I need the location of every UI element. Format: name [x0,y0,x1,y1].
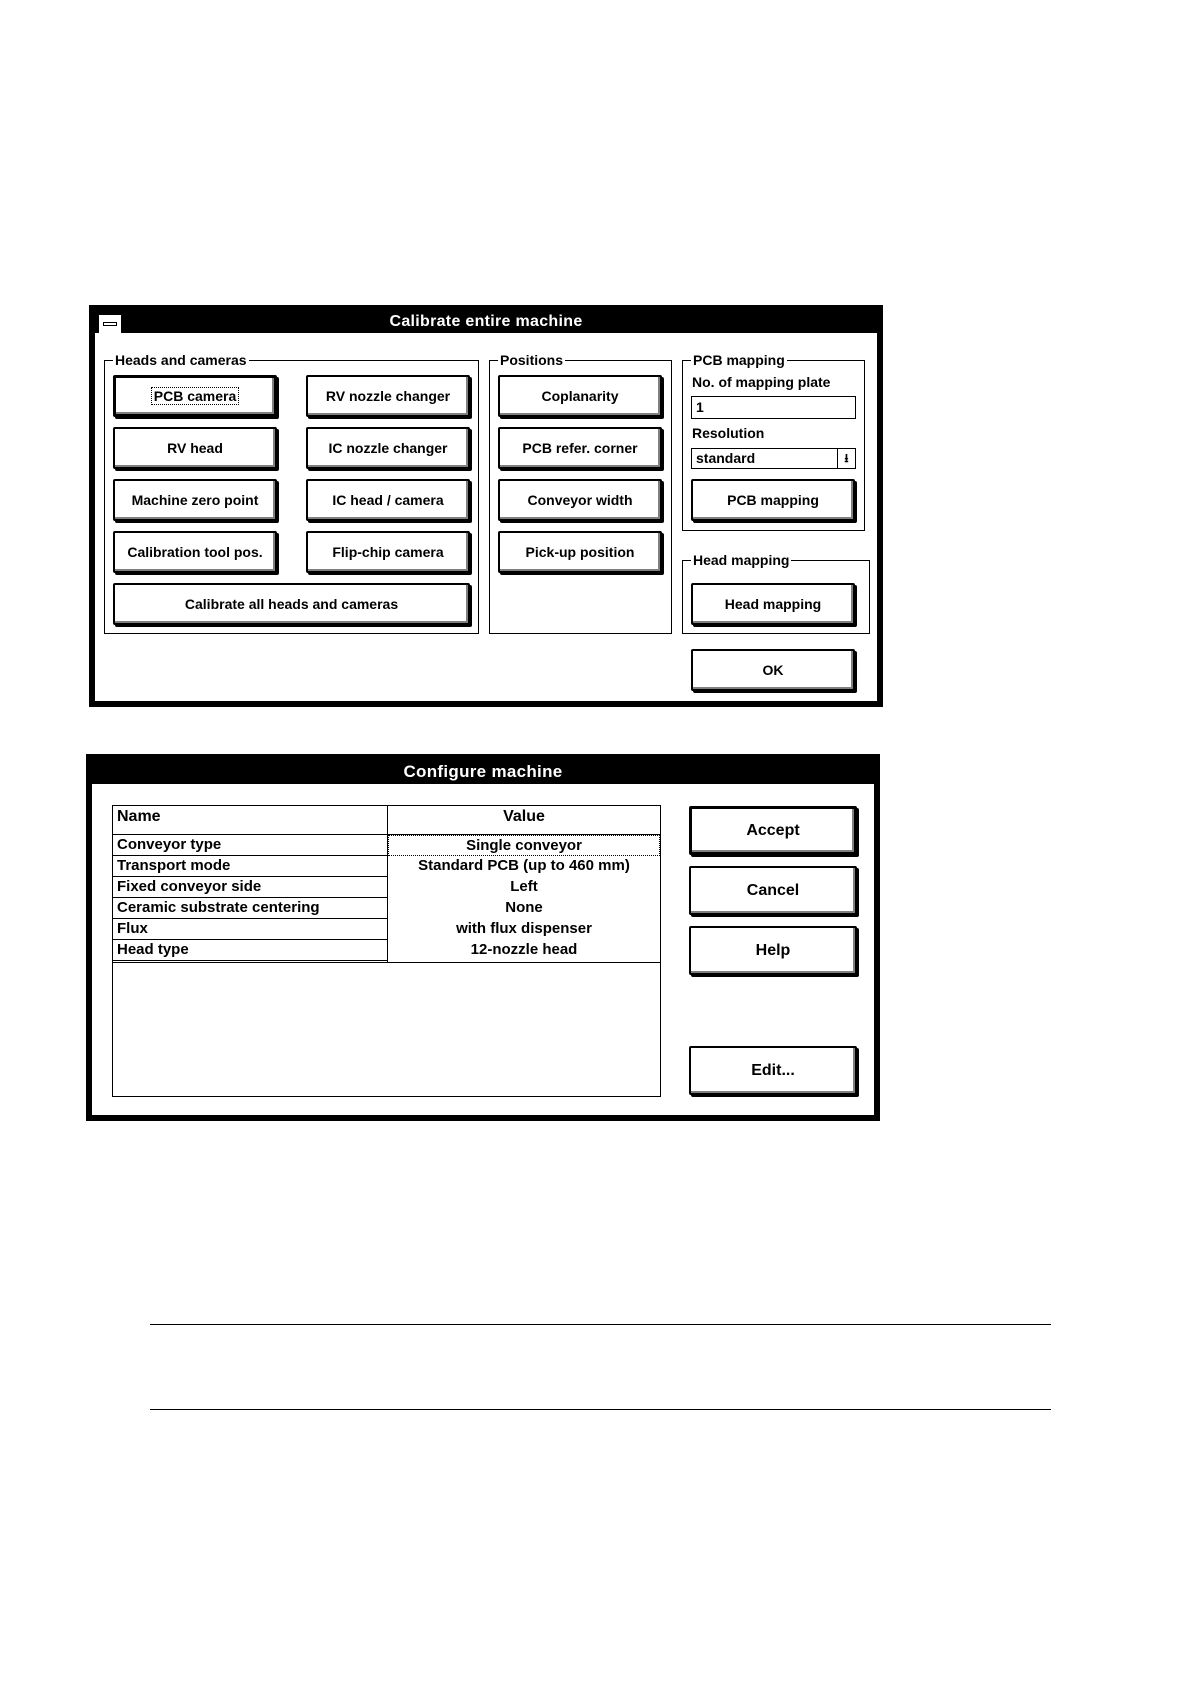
calibrate-dialog [89,305,883,707]
name-column-header[interactable]: Name [117,808,161,825]
cancel-button[interactable]: Cancel [689,866,857,915]
machine-zero-point-button[interactable]: Machine zero point [113,479,277,521]
pcb-refer-corner-button[interactable]: PCB refer. corner [498,427,662,469]
edit-button[interactable]: Edit... [689,1046,857,1095]
system-menu-icon[interactable] [99,315,121,333]
row-value[interactable]: Standard PCB (up to 460 mm) [418,857,630,874]
table-row[interactable] [113,835,660,856]
pcb-mapping-button[interactable]: PCB mapping [691,479,855,521]
rv-head-button[interactable]: RV head [113,427,277,469]
mapping-plate-input[interactable]: 1 [691,396,856,419]
row-value-selected[interactable]: Single conveyor [388,835,660,856]
row-name: Head type [113,940,387,961]
head-mapping-label: Head mapping [693,552,790,568]
ic-head-camera-button[interactable]: IC head / camera [306,479,470,521]
help-button[interactable]: Help [689,926,857,975]
head-mapping-button[interactable]: Head mapping [691,583,855,625]
row-name: Fixed conveyor side [113,877,387,898]
row-name: Conveyor type [113,835,387,856]
row-name: Flux [113,919,387,940]
rv-nozzle-changer-button[interactable]: RV nozzle changer [306,375,470,417]
positions-label: Positions [500,352,564,368]
row-name: Ceramic substrate centering [113,898,387,919]
calibrate-title: Calibrate entire machine [389,313,583,330]
row-value[interactable]: 12-nozzle head [470,941,578,958]
configuration-grid[interactable] [112,805,661,1097]
configure-dialog [86,754,880,1121]
table-row[interactable] [113,898,660,919]
pcb-mapping-label: PCB mapping [693,352,785,368]
configure-title: Configure machine [403,762,563,781]
pick-up-position-button[interactable]: Pick-up position [498,531,662,573]
table-row[interactable] [113,877,660,898]
mapping-plate-label: No. of mapping plate [692,374,831,390]
ok-button[interactable]: OK [691,649,855,691]
accept-button[interactable]: Accept [689,806,857,855]
heads-and-cameras-label: Heads and cameras [115,352,247,368]
calibrate-titlebar [95,311,877,333]
conveyor-width-button[interactable]: Conveyor width [498,479,662,521]
dropdown-arrow-icon[interactable]: ⭳ [837,449,855,468]
table-row[interactable] [113,856,660,877]
row-name: Transport mode [113,856,387,877]
coplanarity-button[interactable]: Coplanarity [498,375,662,417]
system-menu-bar-icon [103,322,117,326]
configure-titlebar [92,760,874,784]
resolution-value: standard [696,450,756,466]
table-row[interactable] [113,919,660,940]
row-value[interactable]: with flux dispenser [456,920,592,937]
resolution-select[interactable] [691,448,856,469]
calibrate-all-heads-and-cameras-button[interactable]: Calibrate all heads and cameras [113,583,470,625]
row-value[interactable]: None [505,899,543,916]
pcb-camera-label: PCB camera [151,387,240,405]
calibration-tool-pos-button[interactable]: Calibration tool pos. [113,531,277,573]
page-divider-top [150,1324,1051,1325]
table-row[interactable] [113,940,660,961]
pcb-camera-button[interactable] [113,375,277,417]
resolution-label: Resolution [692,425,765,441]
ic-nozzle-changer-button[interactable]: IC nozzle changer [306,427,470,469]
page-divider-bottom [150,1409,1051,1410]
value-column-header[interactable]: Value [503,808,545,825]
row-value[interactable]: Left [510,878,538,895]
grid-bottom-rule [113,962,660,963]
flip-chip-camera-button[interactable]: Flip-chip camera [306,531,470,573]
